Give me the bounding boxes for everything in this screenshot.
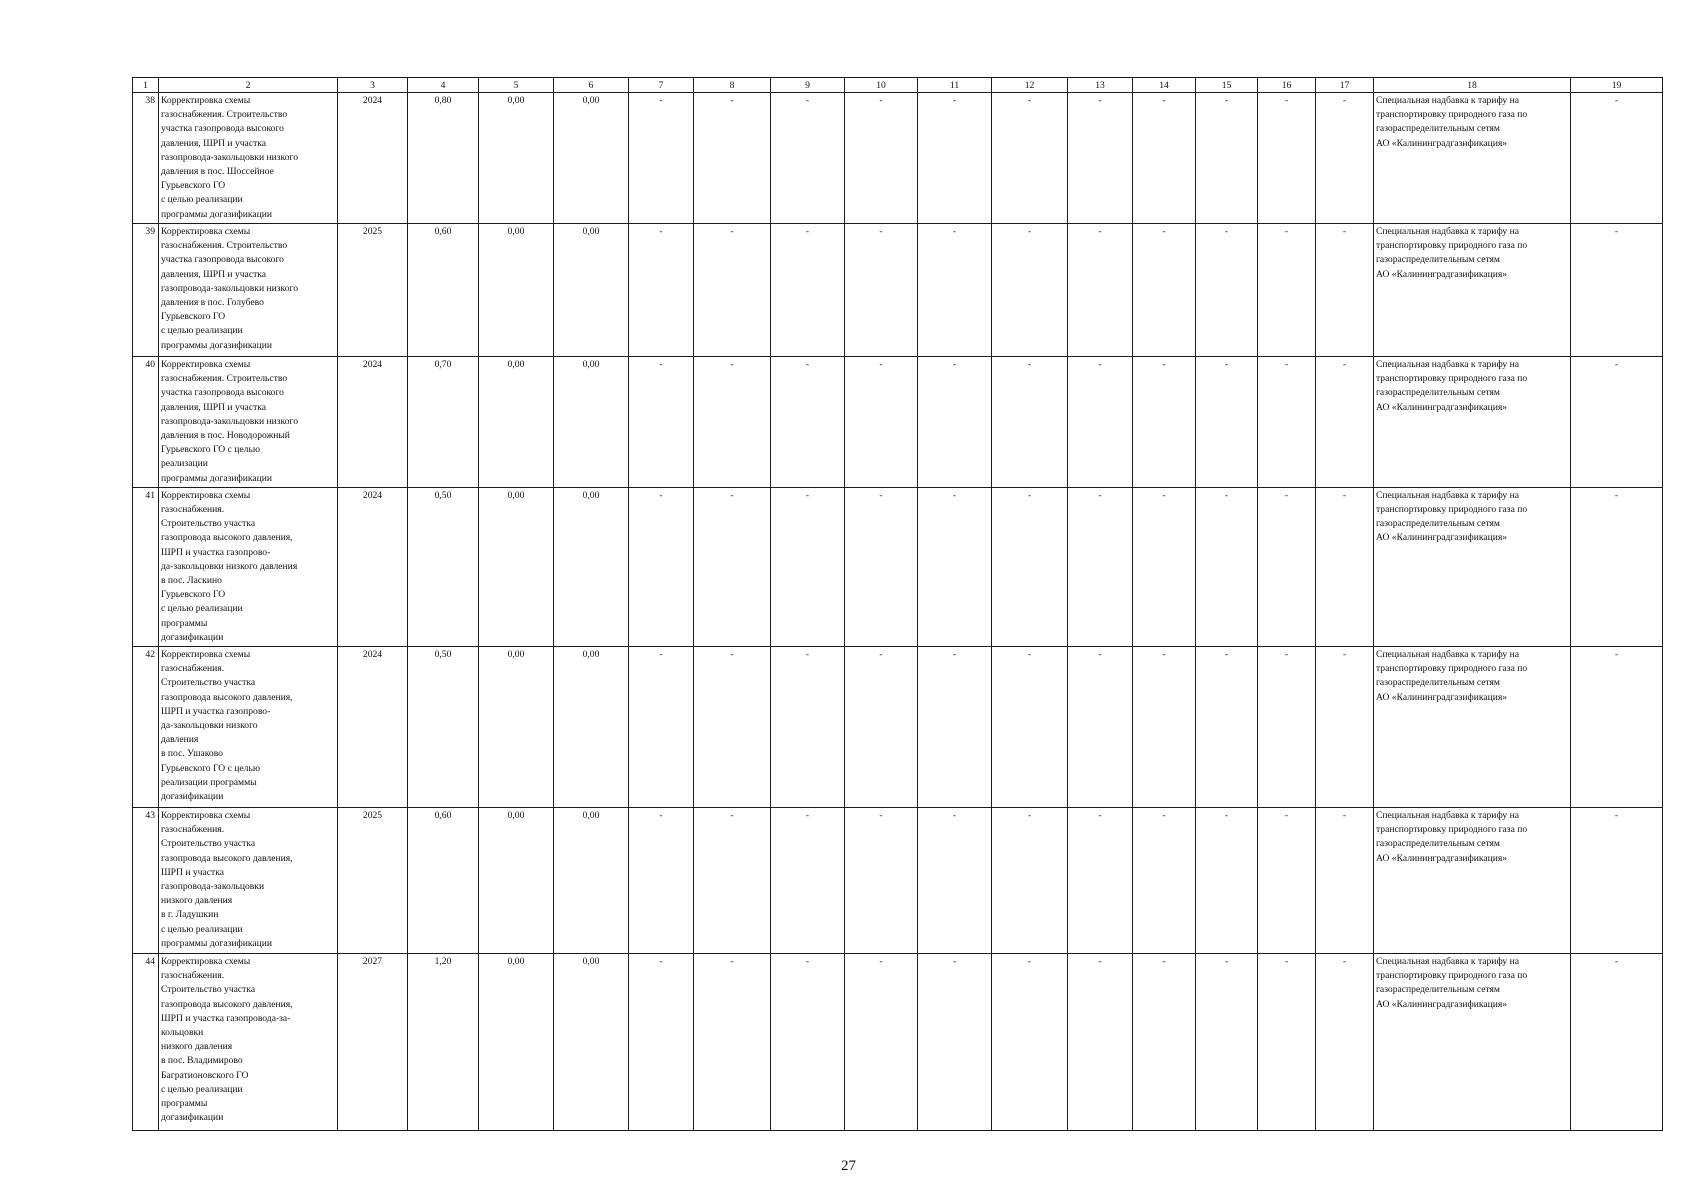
dash-cell-col11: - [918,487,992,646]
dash-cell-col10: - [845,93,918,224]
dash-cell-col14: - [1133,224,1196,357]
col-header-19: 19 [1571,78,1663,93]
dash-cell-col12: - [992,487,1068,646]
dash-cell-col16: - [1258,647,1316,808]
funding-source-cell: Специальная надбавка к тарифу на транспортировку природного газа по газораспределительным сетям АО «Калининградгазификация» [1374,954,1571,1131]
year-cell: 2024 [338,487,408,646]
value-col6-cell: 0,00 [554,224,629,357]
dash-cell-col10: - [845,647,918,808]
dash-cell-col9: - [771,357,845,488]
table-row [133,224,1663,357]
dash-cell-col8: - [694,808,771,954]
value-col5-cell: 0,00 [479,93,554,224]
dash-cell-col16: - [1258,93,1316,224]
col-header-14: 14 [1133,78,1196,93]
dash-cell-col11: - [918,808,992,954]
dash-cell-col14: - [1133,357,1196,488]
dash-cell-col16: - [1258,954,1316,1131]
value-col4-cell: 0,60 [408,224,479,357]
dash-cell-col7: - [629,357,694,488]
dash-cell-col8: - [694,93,771,224]
dash-cell-col10: - [845,808,918,954]
col-header-12: 12 [992,78,1068,93]
dash-cell-col10: - [845,224,918,357]
dash-cell-col16: - [1258,487,1316,646]
col-header-10: 10 [845,78,918,93]
value-col4-cell: 0,50 [408,487,479,646]
col19-cell: - [1571,357,1663,488]
dash-cell-col13: - [1068,487,1133,646]
dash-cell-col12: - [992,93,1068,224]
dash-cell-col17: - [1316,487,1374,646]
investment-table [132,77,1663,1131]
dash-cell-col13: - [1068,93,1133,224]
value-col4-cell: 1,20 [408,954,479,1131]
table-row [133,93,1663,224]
dash-cell-col15: - [1196,357,1258,488]
row-number-cell: 42 [133,647,159,808]
col-header-6: 6 [554,78,629,93]
col-header-5: 5 [479,78,554,93]
dash-cell-col8: - [694,224,771,357]
row-number-cell: 43 [133,808,159,954]
description-cell: Корректировка схемы газоснабжения. Строительство участка газопровода высокого давления, ШРП и участка газопровода-за- кольцовки низкого давления в пос. Владимирово Багратионовского ГО с целью реализации программы догазификации [159,954,338,1131]
dash-cell-col8: - [694,954,771,1131]
dash-cell-col8: - [694,487,771,646]
dash-cell-col12: - [992,808,1068,954]
dash-cell-col14: - [1133,808,1196,954]
dash-cell-col15: - [1196,954,1258,1131]
dash-cell-col7: - [629,224,694,357]
funding-source-cell: Специальная надбавка к тарифу на транспортировку природного газа по газораспределительным сетям АО «Калининградгазификация» [1374,224,1571,357]
funding-source-cell: Специальная надбавка к тарифу на транспортировку природного газа по газораспределительным сетям АО «Калининградгазификация» [1374,647,1571,808]
dash-cell-col17: - [1316,954,1374,1131]
dash-cell-col13: - [1068,224,1133,357]
value-col5-cell: 0,00 [479,357,554,488]
value-col6-cell: 0,00 [554,954,629,1131]
col-header-15: 15 [1196,78,1258,93]
value-col4-cell: 0,70 [408,357,479,488]
dash-cell-col13: - [1068,357,1133,488]
row-number-cell: 44 [133,954,159,1131]
dash-cell-col11: - [918,224,992,357]
year-cell: 2027 [338,954,408,1131]
dash-cell-col10: - [845,487,918,646]
value-col5-cell: 0,00 [479,487,554,646]
col-header-4: 4 [408,78,479,93]
dash-cell-col12: - [992,647,1068,808]
dash-cell-col10: - [845,357,918,488]
dash-cell-col7: - [629,647,694,808]
description-cell: Корректировка схемы газоснабжения. Строительство участка газопровода высокого давления, ШРП и участка газопровода-закольцовки низкого давления в пос. Голубево Гурьевского ГО с целью реализации программы догазификации [159,224,338,357]
dash-cell-col9: - [771,808,845,954]
value-col6-cell: 0,00 [554,808,629,954]
description-cell: Корректировка схемы газоснабжения. Строительство участка газопровода высокого давления, ШРП и участка газопровода-закольцовки низкого давления в пос. Новодорожный Гурьевского ГО с целью реализации программы догазификации [159,357,338,488]
value-col6-cell: 0,00 [554,487,629,646]
dash-cell-col14: - [1133,487,1196,646]
year-cell: 2024 [338,647,408,808]
value-col6-cell: 0,00 [554,93,629,224]
dash-cell-col12: - [992,954,1068,1131]
dash-cell-col10: - [845,954,918,1131]
column-number-header-row [133,78,1663,93]
col19-cell: - [1571,93,1663,224]
dash-cell-col13: - [1068,808,1133,954]
dash-cell-col14: - [1133,954,1196,1131]
value-col5-cell: 0,00 [479,224,554,357]
description-cell: Корректировка схемы газоснабжения. Строительство участка газопровода высокого давления, ШРП и участка газопрово- да-закольцовки низкого давления в пос. Ласкино Гурьевского ГО с целью реализации программы догазификации [159,487,338,646]
description-cell: Корректировка схемы газоснабжения. Строительство участка газопровода высокого давления, ШРП и участка газопровода-закольцовки низкого давления в пос. Шоссейное Гурьевского ГО с целью реализации программы догазификации [159,93,338,224]
dash-cell-col9: - [771,487,845,646]
dash-cell-col12: - [992,224,1068,357]
col19-cell: - [1571,808,1663,954]
year-cell: 2024 [338,357,408,488]
dash-cell-col7: - [629,487,694,646]
col-header-13: 13 [1068,78,1133,93]
table-row [133,487,1663,646]
row-number-cell: 41 [133,487,159,646]
dash-cell-col9: - [771,224,845,357]
col-header-18: 18 [1374,78,1571,93]
value-col4-cell: 0,60 [408,808,479,954]
value-col4-cell: 0,50 [408,647,479,808]
dash-cell-col13: - [1068,954,1133,1131]
col-header-8: 8 [694,78,771,93]
dash-cell-col17: - [1316,808,1374,954]
table-row [133,954,1663,1131]
dash-cell-col17: - [1316,357,1374,488]
col-header-7: 7 [629,78,694,93]
year-cell: 2024 [338,93,408,224]
table-row [133,357,1663,488]
dash-cell-col9: - [771,647,845,808]
dash-cell-col15: - [1196,647,1258,808]
dash-cell-col16: - [1258,808,1316,954]
dash-cell-col11: - [918,954,992,1131]
col-header-2: 2 [159,78,338,93]
col-header-1: 1 [133,78,159,93]
dash-cell-col12: - [992,357,1068,488]
value-col5-cell: 0,00 [479,808,554,954]
row-number-cell: 39 [133,224,159,357]
col-header-16: 16 [1258,78,1316,93]
dash-cell-col15: - [1196,808,1258,954]
table-body [133,78,1663,1131]
table-row [133,647,1663,808]
funding-source-cell: Специальная надбавка к тарифу на транспортировку природного газа по газораспределительным сетям АО «Калининградгазификация» [1374,808,1571,954]
funding-source-cell: Специальная надбавка к тарифу на транспортировку природного газа по газораспределительным сетям АО «Калининградгазификация» [1374,93,1571,224]
dash-cell-col8: - [694,647,771,808]
year-cell: 2025 [338,224,408,357]
col-header-17: 17 [1316,78,1374,93]
dash-cell-col11: - [918,647,992,808]
page-number: 27 [841,1158,856,1174]
col19-cell: - [1571,487,1663,646]
funding-source-cell: Специальная надбавка к тарифу на транспортировку природного газа по газораспределительным сетям АО «Калининградгазификация» [1374,487,1571,646]
description-cell: Корректировка схемы газоснабжения. Строительство участка газопровода высокого давления, ШРП и участка газопровода-закольцовки низкого давления в г. Ладушкин с целью реализации программы догазификации [159,808,338,954]
dash-cell-col15: - [1196,224,1258,357]
value-col5-cell: 0,00 [479,647,554,808]
dash-cell-col7: - [629,954,694,1131]
dash-cell-col13: - [1068,647,1133,808]
col19-cell: - [1571,647,1663,808]
dash-cell-col9: - [771,93,845,224]
dash-cell-col11: - [918,357,992,488]
dash-cell-col15: - [1196,487,1258,646]
year-cell: 2025 [338,808,408,954]
dash-cell-col14: - [1133,647,1196,808]
row-number-cell: 40 [133,357,159,488]
description-cell: Корректировка схемы газоснабжения. Строительство участка газопровода высокого давления, ШРП и участка газопрово- да-закольцовки низкого давления в пос. Ушаково Гурьевского ГО с целью реализации программы догазификации [159,647,338,808]
dash-cell-col17: - [1316,647,1374,808]
col-header-3: 3 [338,78,408,93]
value-col4-cell: 0,80 [408,93,479,224]
value-col5-cell: 0,00 [479,954,554,1131]
col-header-9: 9 [771,78,845,93]
dash-cell-col16: - [1258,357,1316,488]
dash-cell-col16: - [1258,224,1316,357]
dash-cell-col11: - [918,93,992,224]
dash-cell-col17: - [1316,224,1374,357]
table-row [133,808,1663,954]
value-col6-cell: 0,00 [554,357,629,488]
dash-cell-col8: - [694,357,771,488]
dash-cell-col14: - [1133,93,1196,224]
funding-source-cell: Специальная надбавка к тарифу на транспортировку природного газа по газораспределительным сетям АО «Калининградгазификация» [1374,357,1571,488]
dash-cell-col17: - [1316,93,1374,224]
col19-cell: - [1571,224,1663,357]
row-number-cell: 38 [133,93,159,224]
dash-cell-col7: - [629,808,694,954]
dash-cell-col15: - [1196,93,1258,224]
col19-cell: - [1571,954,1663,1131]
dash-cell-col7: - [629,93,694,224]
dash-cell-col9: - [771,954,845,1131]
col-header-11: 11 [918,78,992,93]
value-col6-cell: 0,00 [554,647,629,808]
